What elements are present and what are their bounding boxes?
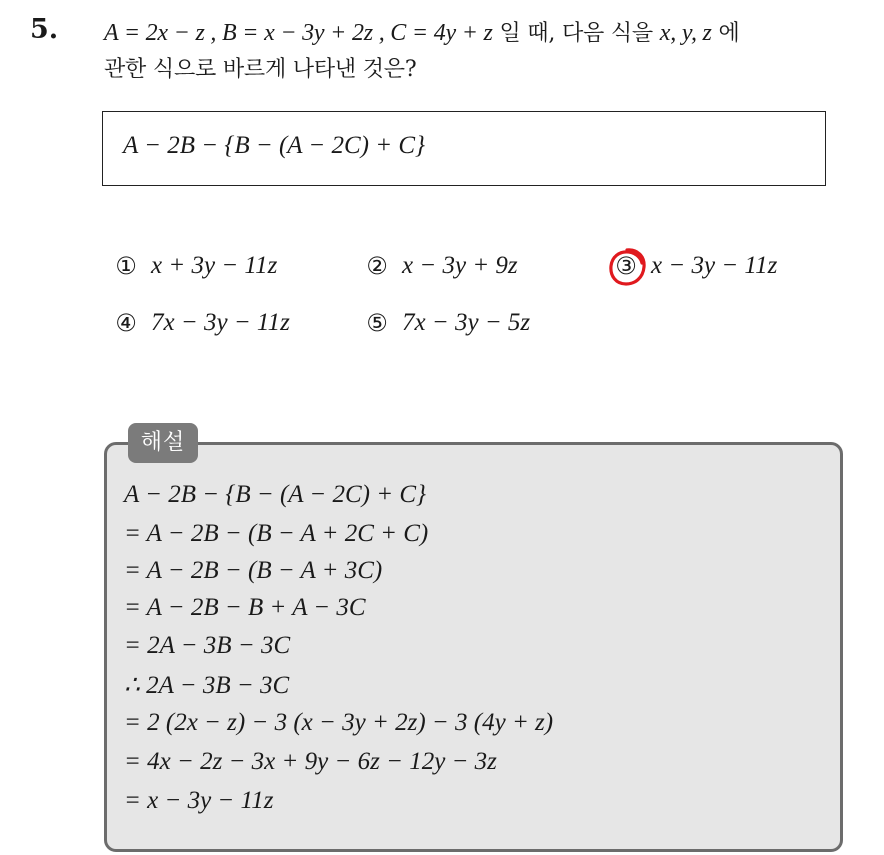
choice-5[interactable] — [362, 309, 530, 337]
question-variables: x, y, z — [659, 20, 712, 46]
choice-2-expression: x − 3y + 9z — [402, 252, 518, 279]
given-expression: A − 2B − {B − (A − 2C) + C} — [123, 132, 426, 159]
choice-5-expression: 7x − 3y − 5z — [402, 309, 531, 336]
solution-line-9: = x − 3y − 11z — [124, 787, 274, 814]
solution-line-6: ∴ 2A − 3B − 3C — [124, 672, 290, 699]
solution-line-1: A − 2B − {B − (A − 2C) + C} — [124, 481, 427, 508]
choice-4[interactable] — [111, 309, 290, 337]
question-korean-end: 에 — [711, 21, 740, 46]
question-text-line-2: 관한 식으로 바르게 나타낸 것은? — [104, 57, 417, 82]
choice-2[interactable] — [362, 252, 518, 280]
choice-3-mark: ③ — [615, 252, 637, 280]
question-number: 5. — [30, 14, 59, 45]
choice-5-mark: ⑤ — [366, 309, 388, 337]
solution-line-2: = A − 2B − (B − A + 2C + C) — [124, 520, 429, 547]
choice-1-expression: x + 3y − 11z — [151, 252, 278, 279]
solution-line-7: = 2 (2x − z) − 3 (x − 3y + 2z) − 3 (4y + z) — [124, 709, 554, 736]
solution-line-4: = A − 2B − B + A − 3C — [124, 594, 366, 621]
choice-2-mark: ② — [366, 252, 388, 280]
answer-circle-stroke — [611, 250, 644, 284]
solution-label: 해설 — [128, 423, 198, 463]
choice-3-expression: x − 3y − 11z — [651, 252, 778, 279]
choice-1-mark: ① — [115, 252, 137, 280]
answer-circle-icon — [604, 244, 650, 290]
given-expression-box — [102, 111, 826, 186]
solution-line-8: = 4x − 2z − 3x + 9y − 6z − 12y − 3z — [124, 748, 497, 775]
solution-line-5: = 2A − 3B − 3C — [124, 632, 291, 659]
question-conditions: A = 2x − z , B = x − 3y + 2z , C = 4y + z — [104, 20, 493, 46]
solution-line-3: = A − 2B − (B − A + 3C) — [124, 557, 383, 584]
choice-4-expression: 7x − 3y − 11z — [151, 309, 290, 336]
question-text-line-1 — [104, 16, 740, 47]
question-korean-text: 일 때, 다음 식을 — [492, 21, 660, 46]
choice-1[interactable] — [111, 252, 277, 280]
choice-4-mark: ④ — [115, 309, 137, 337]
